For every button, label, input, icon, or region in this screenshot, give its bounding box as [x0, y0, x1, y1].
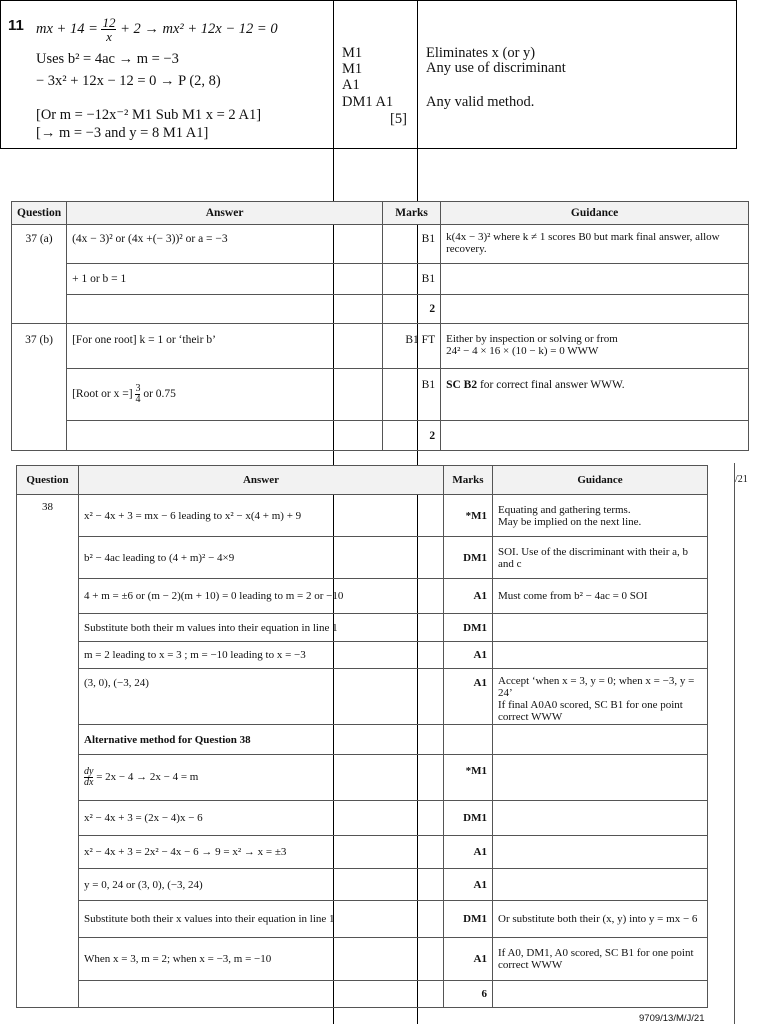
q38-answer-9: x² − 4x + 3 = (2x − 4)x − 6	[79, 801, 444, 836]
q37a-answer-3	[67, 295, 383, 324]
q38-guidance-1-line-2: May be implied on the next line.	[498, 515, 642, 528]
table-row	[12, 324, 749, 369]
q37b-answer-2-pre: [Root or x =]	[72, 388, 136, 401]
q11-mark-3: A1	[342, 77, 360, 93]
q38-answer-1: x² − 4x + 3 = mx − 6 leading to x² − x(4 + m) + 9	[79, 495, 444, 537]
q38-guidance-7	[493, 725, 708, 755]
q37b-answer-3	[67, 421, 383, 451]
q11-guidance-2: Any use of discriminant	[426, 60, 566, 76]
q11-mark-4: DM1 A1	[342, 94, 394, 110]
table-row	[17, 614, 708, 642]
q38-header-guidance: Guidance	[493, 466, 708, 495]
q37b-guidance-2	[441, 369, 749, 421]
q11-line-4: [Or m = −12x⁻² M1 Sub M1 x = 2 A1]	[36, 107, 262, 123]
table-row	[12, 369, 749, 421]
q38-alt-method-heading: Alternative method for Question 38	[79, 725, 444, 755]
q38-header-answer: Answer	[79, 466, 444, 495]
q37b-mark-1: B1 FT	[383, 324, 441, 369]
q38-guidance-6-line-2: If final A0A0 scored, SC B1 for one point correct WWW	[498, 699, 683, 723]
table-row	[17, 981, 708, 1008]
q37-header-guidance: Guidance	[441, 202, 749, 225]
q37b-guidance-1-line-1: Either by inspection or solving or from	[446, 333, 618, 345]
q38-header-row	[17, 466, 708, 495]
q38-guidance-1-line-1: Equating and gathering terms.	[498, 503, 631, 516]
q37a-total: 2	[383, 295, 441, 324]
q37b-frac-den: 4	[135, 394, 141, 405]
q11-mark-1: M1	[342, 45, 363, 61]
q38-guidance-5	[493, 642, 708, 669]
q38-guidance-10	[493, 836, 708, 869]
table-row	[17, 669, 708, 725]
q38-guidance-6-line-1: Accept ‘when x = 3, y = 0; when x = −3, y = 24’	[498, 675, 695, 699]
q37a-guidance-3	[441, 295, 749, 324]
q11-mark-2: M1	[342, 61, 363, 77]
q37b-answer-2	[67, 369, 383, 421]
q11-line-1b: + 2 → mx² + 12x − 12 = 0	[116, 20, 278, 37]
q38-deriv-num: dy	[84, 766, 94, 777]
table-row	[17, 495, 708, 537]
q38-guidance-9	[493, 801, 708, 836]
q38-guidance-3: Must come from b² − 4ac = 0 SOI	[493, 579, 708, 614]
table-row	[17, 938, 708, 981]
q11-line-1	[36, 16, 278, 43]
question-37-table	[11, 201, 749, 451]
q11-line-5: [→ m = −3 and y = 8 M1 A1]	[36, 125, 209, 141]
table-row	[17, 836, 708, 869]
q38-deriv-den: dx	[84, 777, 94, 788]
table-row	[17, 725, 708, 755]
q38-guidance-4	[493, 614, 708, 642]
q11-fraction	[101, 16, 116, 43]
q38-mark-8: *M1	[444, 755, 493, 801]
q38-answer-14	[79, 981, 444, 1008]
q38-answer-10: x² − 4x + 3 = 2x² − 4x − 6 → 9 = x² → x = ±3	[79, 836, 444, 869]
q37b-answer-2-post: or 0.75	[140, 388, 176, 401]
q37b-guidance-3	[441, 421, 749, 451]
q38-mark-7	[444, 725, 493, 755]
side-reference: /21	[735, 474, 748, 485]
q38-mark-1: *M1	[444, 495, 493, 537]
q11-line-2: Uses b² = 4ac → m = −3	[36, 51, 179, 67]
q37b-guidance-2-text: for correct final answer WWW.	[477, 379, 625, 391]
q37-header-marks: Marks	[383, 202, 441, 225]
q38-answer-2: b² − 4ac leading to (4 + m)² − 4×9	[79, 537, 444, 579]
q38-mark-4: DM1	[444, 614, 493, 642]
q37b-mark-2: B1	[383, 369, 441, 421]
q37b-guidance-1-line-2: 24² − 4 × 16 × (10 − k) = 0 WWW	[446, 345, 599, 357]
q38-answer-6: (3, 0), (−3, 24)	[79, 669, 444, 725]
q11-line-3: − 3x² + 12x − 12 = 0 → P (2, 8)	[36, 73, 221, 89]
q37b-frac-num: 3	[135, 383, 141, 394]
q37b-total: 2	[383, 421, 441, 451]
q37-header-question: Question	[12, 202, 67, 225]
table-row	[17, 579, 708, 614]
q38-guidance-14	[493, 981, 708, 1008]
q37a-question: 37 (a)	[12, 225, 67, 324]
q38-header-question: Question	[17, 466, 79, 495]
q38-guidance-12: Or substitute both their (x, y) into y = mx − 6	[493, 901, 708, 938]
q37b-question: 37 (b)	[12, 324, 67, 451]
q37a-guidance-2	[441, 264, 749, 295]
q38-guidance-6	[493, 669, 708, 725]
q11-total: [5]	[390, 111, 407, 127]
q38-header-marks: Marks	[444, 466, 493, 495]
table-row	[17, 755, 708, 801]
page-footer-code: 9709/13/M/J/21	[639, 1013, 705, 1024]
q38-mark-3: A1	[444, 579, 493, 614]
q37b-guidance-2-bold: SC B2	[446, 379, 478, 391]
table-row	[12, 421, 749, 451]
q38-answer-5: m = 2 leading to x = 3 ; m = −10 leading to x = −3	[79, 642, 444, 669]
q37b-answer-1: [For one root] k = 1 or ‘their b’	[67, 324, 383, 369]
q11-line-1a: mx + 14 =	[36, 20, 102, 37]
q38-mark-5: A1	[444, 642, 493, 669]
q11-frac-num: 12	[102, 15, 116, 30]
q38-mark-9: DM1	[444, 801, 493, 836]
q38-total: 6	[444, 981, 493, 1008]
q38-guidance-8	[493, 755, 708, 801]
table-row	[12, 225, 749, 264]
q38-answer-4: Substitute both their m values into their equation in line 1	[79, 614, 444, 642]
q38-answer-12: Substitute both their x values into their equation in line 1	[79, 901, 444, 938]
q38-mark-2: DM1	[444, 537, 493, 579]
question-38-table	[16, 465, 708, 1008]
q37-header-answer: Answer	[67, 202, 383, 225]
q38-mark-6: A1	[444, 669, 493, 725]
q11-frac-den: x	[106, 29, 112, 44]
q37a-answer-2: + 1 or b = 1	[67, 264, 383, 295]
q37b-guidance-1	[441, 324, 749, 369]
table-row	[17, 869, 708, 901]
q38-guidance-1	[493, 495, 708, 537]
q37a-mark-2: B1	[383, 264, 441, 295]
page-edge-line	[734, 463, 735, 1024]
q37a-guidance-1: k(4x − 3)² where k ≠ 1 scores B0 but mark final answer, allow recovery.	[441, 225, 749, 264]
question-11-block	[0, 0, 737, 149]
q38-guidance-2: SOI. Use of the discriminant with their a, b and c	[493, 537, 708, 579]
table-row	[17, 901, 708, 938]
table-row	[17, 642, 708, 669]
q37a-answer-1: (4x − 3)² or (4x +(− 3))² or a = −3	[67, 225, 383, 264]
table-row	[17, 801, 708, 836]
q38-mark-10: A1	[444, 836, 493, 869]
q38-answer-11: y = 0, 24 or (3, 0), (−3, 24)	[79, 869, 444, 901]
q38-mark-13: A1	[444, 938, 493, 981]
q38-answer-8-text: = 2x − 4 → 2x − 4 = m	[93, 771, 199, 784]
q37a-mark-1: B1	[383, 225, 441, 264]
q11-guidance-1: Eliminates x (or y)	[426, 45, 536, 61]
table-row	[12, 264, 749, 295]
q37-header-row	[12, 202, 749, 225]
q11-guidance-3: Any valid method.	[426, 94, 535, 110]
table-row	[12, 295, 749, 324]
q38-question: 38	[17, 495, 79, 1008]
q38-guidance-13: If A0, DM1, A0 scored, SC B1 for one point correct WWW	[493, 938, 708, 981]
q38-mark-11: A1	[444, 869, 493, 901]
q38-answer-13: When x = 3, m = 2; when x = −3, m = −10	[79, 938, 444, 981]
q11-number: 11	[8, 17, 24, 34]
table-row	[17, 537, 708, 579]
q38-guidance-11	[493, 869, 708, 901]
q38-answer-3: 4 + m = ±6 or (m − 2)(m + 10) = 0 leading to m = 2 or −10	[79, 579, 444, 614]
q38-answer-8	[79, 755, 444, 801]
q38-mark-12: DM1	[444, 901, 493, 938]
